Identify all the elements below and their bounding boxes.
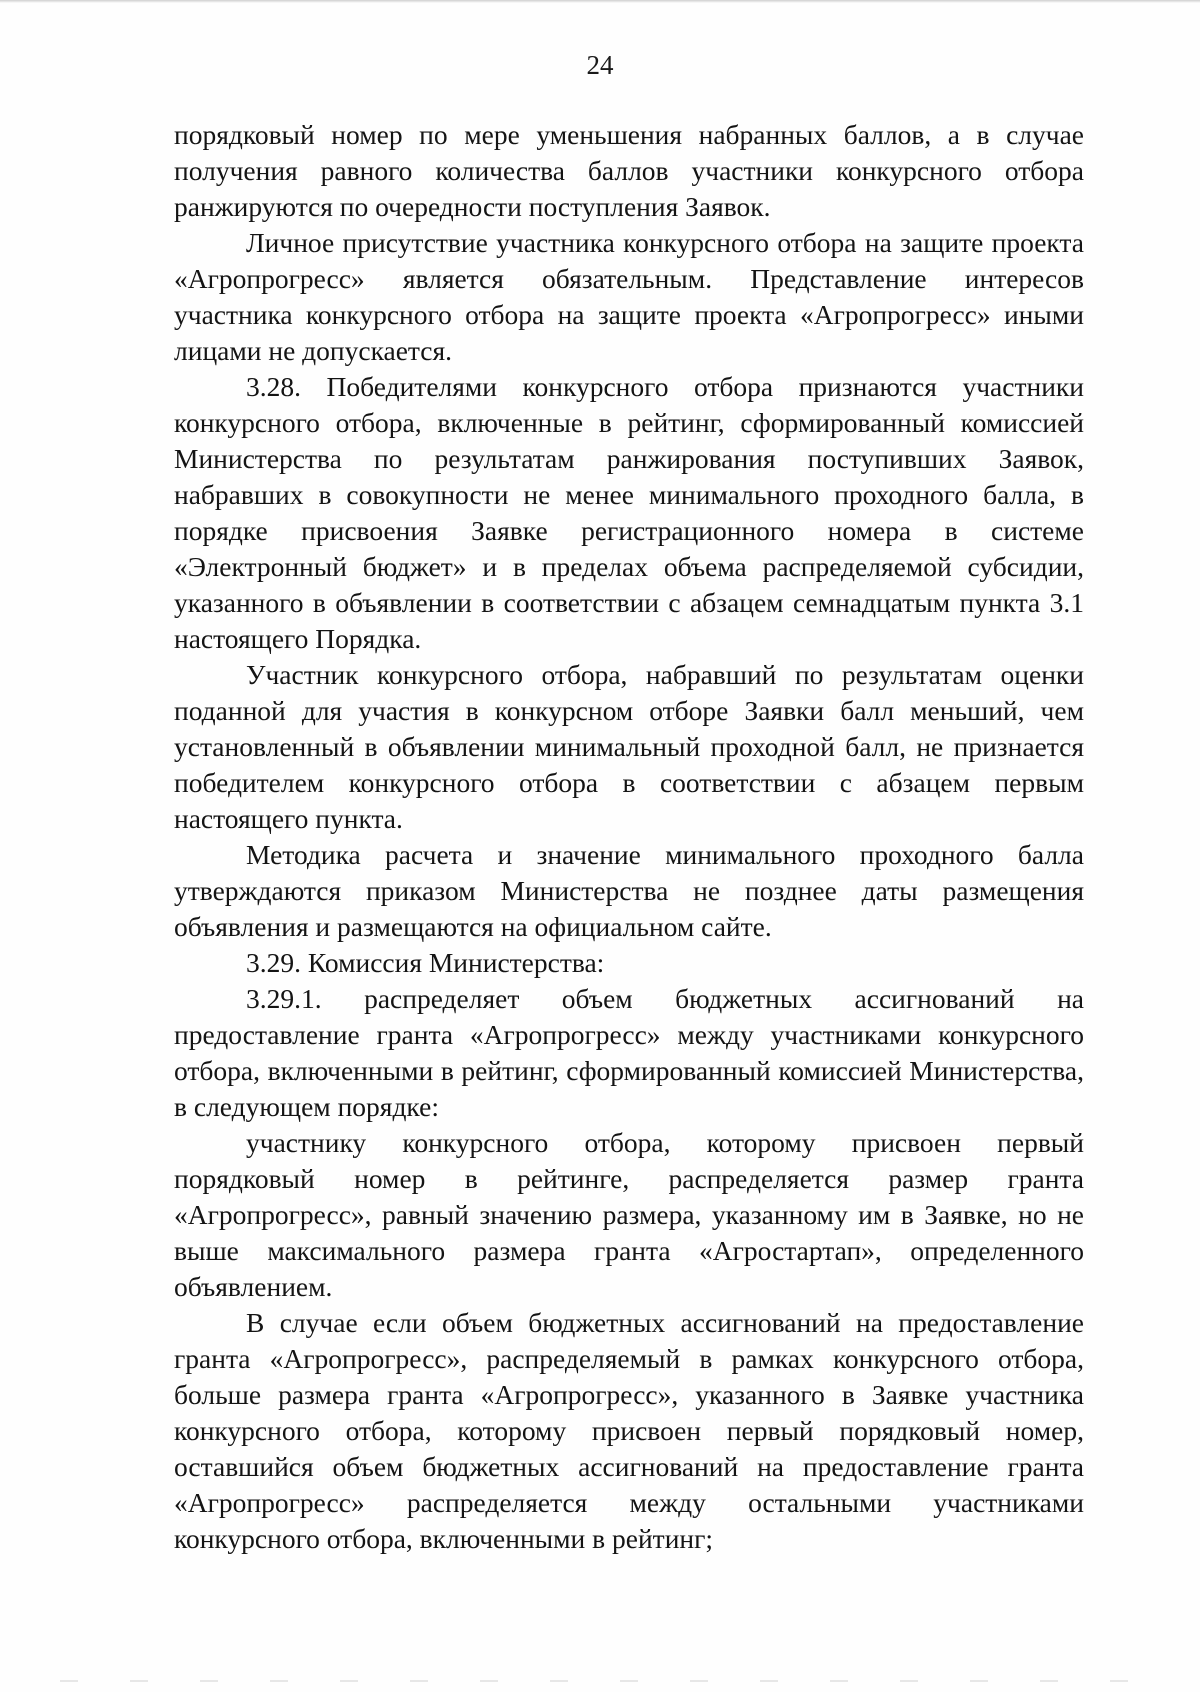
paragraph-first-participant: участнику конкурсного отбора, которому присвоен первый порядковый номер в рейтинге, распределяется размер гранта «Агропрогресс», равный значению размера, указанному им в Заявке, но не выше максимального размера гранта «Агростартап», определенного объявлением. (174, 1127, 1084, 1302)
document-body (174, 117, 1084, 1557)
paragraph-3-29-1: 3.29.1. распределяет объем бюджетных ассигнований на предоставление гранта «Агропрогресс» между участниками конкурсного отбора, включенными в рейтинг, сформированный комиссией Министерства, в следующем порядке: (174, 983, 1084, 1122)
paragraph-personal-presence: Личное присутствие участника конкурсного отбора на защите проекта «Агропрогресс» является обязательным. Представление интересов участника конкурсного отбора на защите проекта «Агропрогресс» иными лицами не допускается. (174, 227, 1084, 366)
paragraph-remaining-allocation: В случае если объем бюджетных ассигнований на предоставление гранта «Агропрогресс», распределяемый в рамках конкурсного отбора, больше размера гранта «Агропрогресс», указанного в Заявке участника конкурсного отбора, которому присвоен первый порядковый номер, оставшийся объем бюджетных ассигнований на предоставление гранта «Агропрогресс» распределяется между остальными участниками конкурсного отбора, включенными в рейтинг; (174, 1307, 1084, 1554)
page-number: 24 (586, 50, 614, 80)
paragraph-methodology: Методика расчета и значение минимального проходного балла утверждаются приказом Министерства не позднее даты размещения объявления и размещаются на официальном сайте. (174, 839, 1084, 942)
paragraph-continuation: порядковый номер по мере уменьшения набранных баллов, а в случае получения равного количества баллов участники конкурсного отбора ранжируются по очередности поступления Заявок. (174, 119, 1084, 222)
paragraph-participant-score: Участник конкурсного отбора, набравший по результатам оценки поданной для участия в конкурсном отборе Заявки балл меньший, чем установленный в объявлении минимальный проходной балл, не признается победителем конкурсного отбора в соответствии с абзацем первым настоящего пункта. (174, 659, 1084, 834)
paragraph-3-29: 3.29. Комиссия Министерства: (246, 947, 605, 978)
scan-noise (60, 1680, 1140, 1682)
paragraph-3-28: 3.28. Победителями конкурсного отбора признаются участники конкурсного отбора, включенные в рейтинг, сформированный комиссией Министерства по результатам ранжирования поступивших Заявок, набравших в совокупности не менее минимального проходного балла, в порядке присвоения Заявке регистрационного номера в системе «Электронный бюджет» и в пределах объема распределяемой субсидии, указанного в объявлении в соответствии с абзацем семнадцатым пункта 3.1 настоящего Порядка. (174, 371, 1084, 654)
scan-edge (0, 0, 1200, 3)
